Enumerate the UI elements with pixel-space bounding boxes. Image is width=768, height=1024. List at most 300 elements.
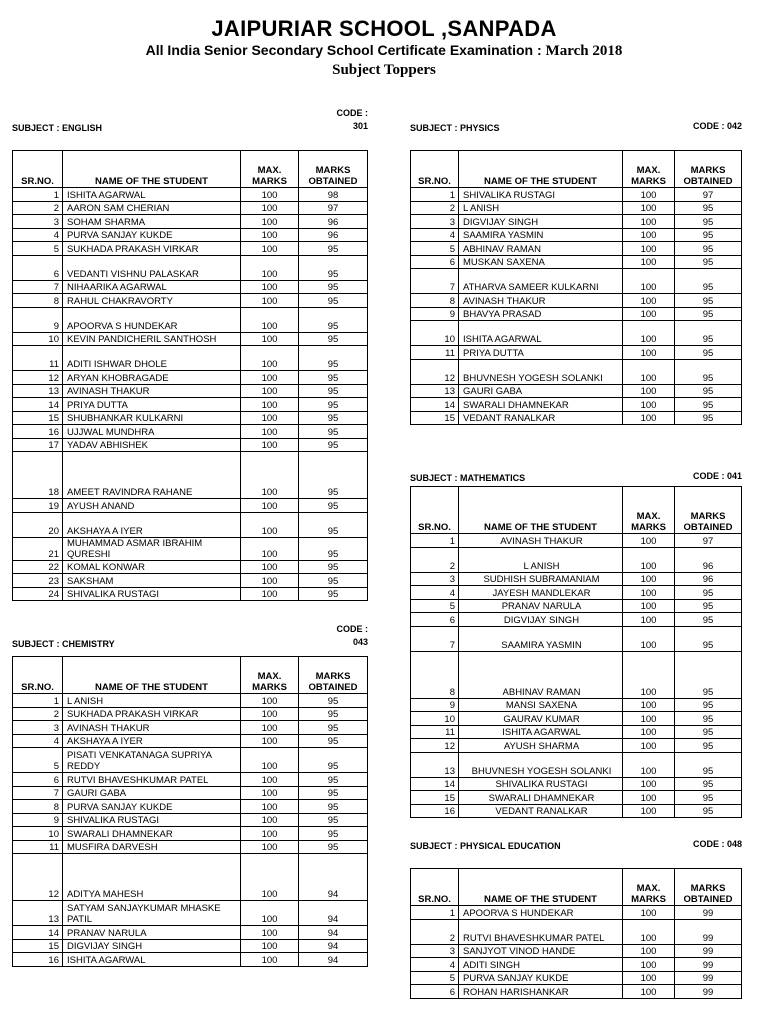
marks-obtained-cell: 95: [675, 804, 742, 818]
max-marks-cell: 100: [623, 269, 675, 294]
student-name-cell: SWARALI DHAMNEKAR: [459, 791, 623, 805]
student-name-cell: AYUSH ANAND: [63, 499, 241, 513]
max-marks-cell: 100: [241, 242, 299, 256]
sr-cell: 9: [13, 307, 63, 332]
physics-section: [410, 110, 742, 425]
student-name-cell: SAAMIRA YASMIN: [459, 228, 623, 242]
student-name-cell: ATHARVA SAMEER KULKARNI: [459, 269, 623, 294]
student-name-cell: AVINASH THAKUR: [63, 384, 241, 398]
max-marks-cell: 100: [623, 599, 675, 613]
max-marks-cell: 100: [623, 777, 675, 791]
marks-obtained-cell: 95: [675, 791, 742, 805]
table-row: [13, 332, 368, 346]
max-marks-cell: 100: [241, 721, 299, 735]
max-marks-cell: 100: [241, 411, 299, 425]
max-marks-cell: 100: [623, 944, 675, 958]
physical-education-subject-label: SUBJECT : PHYSICAL EDUCATION: [410, 841, 561, 851]
max-marks-cell: 100: [623, 534, 675, 548]
marks-obtained-cell: 95: [299, 721, 368, 735]
table-row: [13, 786, 368, 800]
max-marks-cell: 100: [623, 398, 675, 412]
max-marks-cell: 100: [241, 371, 299, 385]
max-marks-cell: 100: [623, 804, 675, 818]
english-subject-label: SUBJECT : ENGLISH: [12, 123, 103, 133]
marks-obtained-cell: 95: [675, 626, 742, 651]
student-name-cell: RUTVI BHAVESHKUMAR PATEL: [63, 773, 241, 787]
sr-cell: 13: [411, 752, 459, 777]
marks-obtained-cell: 95: [299, 786, 368, 800]
table-row: [13, 512, 368, 537]
sr-cell: 10: [13, 827, 63, 841]
marks-obtained-cell: 99: [675, 906, 742, 920]
table-row: [13, 215, 368, 229]
student-name-cell: AKSHAYA A IYER: [63, 734, 241, 748]
student-name-cell: MUSFIRA DARVESH: [63, 840, 241, 854]
marks-obtained-cell: 95: [675, 752, 742, 777]
max-marks-cell: 100: [623, 712, 675, 726]
table-row: [411, 294, 742, 308]
marks-obtained-cell: 95: [299, 512, 368, 537]
table-row: [411, 411, 742, 425]
col-header-marks-obtained: MARKS OBTAINED: [675, 869, 742, 906]
table-row: [13, 201, 368, 215]
table-row: [13, 499, 368, 513]
max-marks-cell: 100: [241, 398, 299, 412]
table-row: [411, 791, 742, 805]
max-marks-cell: 100: [241, 294, 299, 308]
student-name-cell: MANSI SAXENA: [459, 698, 623, 712]
student-name-cell: SUKHADA PRAKASH VIRKAR: [63, 707, 241, 721]
marks-obtained-cell: 95: [675, 294, 742, 308]
marks-obtained-cell: 95: [299, 560, 368, 574]
sr-cell: 8: [411, 294, 459, 308]
chemistry-subject-label: SUBJECT : CHEMISTRY: [12, 639, 115, 649]
marks-obtained-cell: 95: [675, 201, 742, 215]
marks-obtained-cell: 99: [675, 944, 742, 958]
col-header-sr: SR.NO.: [411, 869, 459, 906]
student-name-cell: PRIYA DUTTA: [63, 398, 241, 412]
student-name-cell: SAAMIRA YASMIN: [459, 626, 623, 651]
col-header-max-marks: MAX. MARKS: [623, 487, 675, 534]
max-marks-cell: 100: [623, 547, 675, 572]
table-row: [13, 574, 368, 588]
table-row: [13, 537, 368, 560]
max-marks-cell: 100: [623, 586, 675, 600]
sr-cell: 5: [411, 599, 459, 613]
physics-code: CODE : 042: [692, 121, 742, 131]
sr-cell: 3: [411, 944, 459, 958]
student-name-cell: SUDHISH SUBRAMANIAM: [459, 572, 623, 586]
student-name-cell: YADAV ABHISHEK: [63, 438, 241, 452]
marks-obtained-cell: 95: [299, 307, 368, 332]
sr-cell: 9: [411, 698, 459, 712]
student-name-cell: UJJWAL MUNDHRA: [63, 425, 241, 439]
col-header-sr: SR.NO.: [13, 657, 63, 694]
table-row: [13, 926, 368, 940]
max-marks-cell: 100: [623, 228, 675, 242]
max-marks-cell: 100: [623, 651, 675, 698]
sr-cell: 16: [411, 804, 459, 818]
sr-cell: 16: [13, 953, 63, 967]
max-marks-cell: 100: [623, 307, 675, 321]
table-header-row: [411, 869, 742, 906]
table-header-row: [411, 151, 742, 188]
max-marks-cell: 100: [623, 791, 675, 805]
table-row: [13, 587, 368, 601]
max-marks-cell: 100: [623, 346, 675, 360]
mathematics-subject-label: SUBJECT : MATHEMATICS: [410, 473, 526, 483]
student-name-cell: ADITYA MAHESH: [63, 854, 241, 901]
max-marks-cell: 100: [241, 587, 299, 601]
max-marks-cell: 100: [241, 425, 299, 439]
student-name-cell: SHIVALIKA RUSTAGI: [459, 777, 623, 791]
col-header-max-marks: MAX. MARKS: [623, 151, 675, 188]
sr-cell: 8: [13, 800, 63, 814]
max-marks-cell: 100: [241, 384, 299, 398]
sr-cell: 22: [13, 560, 63, 574]
student-name-cell: ISHITA AGARWAL: [63, 188, 241, 202]
table-row: [13, 939, 368, 953]
student-name-cell: BHUVNESH YOGESH SOLANKI: [459, 752, 623, 777]
chemistry-table: [12, 656, 368, 967]
student-name-cell: PRANAV NARULA: [459, 599, 623, 613]
sr-cell: 13: [13, 384, 63, 398]
marks-obtained-cell: 95: [675, 384, 742, 398]
page-subtitle: Subject Toppers: [332, 62, 436, 78]
marks-obtained-cell: 95: [675, 255, 742, 269]
table-row: [411, 777, 742, 791]
marks-obtained-cell: 97: [299, 201, 368, 215]
marks-obtained-cell: 95: [675, 725, 742, 739]
table-row: [13, 307, 368, 332]
col-header-name: NAME OF THE STUDENT: [63, 151, 241, 188]
student-name-cell: SUKHADA PRAKASH VIRKAR: [63, 242, 241, 256]
max-marks-cell: 100: [623, 958, 675, 972]
table-header-row: [13, 657, 368, 694]
sr-cell: 13: [13, 901, 63, 926]
table-row: [13, 398, 368, 412]
student-name-cell: RAHUL CHAKRAVORTY: [63, 294, 241, 308]
marks-obtained-cell: 96: [299, 215, 368, 229]
max-marks-cell: 100: [623, 215, 675, 229]
student-name-cell: L ANISH: [459, 547, 623, 572]
marks-obtained-cell: 95: [299, 384, 368, 398]
student-name-cell: GAURI GABA: [63, 786, 241, 800]
marks-obtained-cell: 95: [299, 411, 368, 425]
sr-cell: 5: [411, 971, 459, 985]
table-row: [13, 255, 368, 280]
sr-cell: 14: [13, 926, 63, 940]
table-row: [13, 901, 368, 926]
marks-obtained-cell: 94: [299, 939, 368, 953]
marks-obtained-cell: 95: [675, 242, 742, 256]
table-row: [411, 269, 742, 294]
marks-obtained-cell: 95: [675, 269, 742, 294]
marks-obtained-cell: 95: [675, 698, 742, 712]
student-name-cell: AYUSH SHARMA: [459, 739, 623, 753]
table-row: [411, 725, 742, 739]
max-marks-cell: 100: [623, 971, 675, 985]
table-row: [411, 739, 742, 753]
table-row: [411, 188, 742, 202]
sr-cell: 3: [411, 572, 459, 586]
marks-obtained-cell: 95: [675, 777, 742, 791]
student-name-cell: RUTVI BHAVESHKUMAR PATEL: [459, 919, 623, 944]
chemistry-code: [337, 623, 369, 649]
max-marks-cell: 100: [241, 280, 299, 294]
sr-cell: 7: [13, 280, 63, 294]
marks-obtained-cell: 95: [299, 294, 368, 308]
sr-cell: 5: [13, 242, 63, 256]
max-marks-cell: 100: [241, 346, 299, 371]
physical-education-header: [410, 828, 742, 854]
col-header-name: NAME OF THE STUDENT: [459, 869, 623, 906]
student-name-cell: PURVA SANJAY KUKDE: [459, 971, 623, 985]
marks-obtained-cell: 95: [299, 242, 368, 256]
marks-obtained-cell: 95: [299, 499, 368, 513]
max-marks-cell: 100: [623, 752, 675, 777]
sr-cell: 10: [411, 321, 459, 346]
marks-obtained-cell: 95: [675, 359, 742, 384]
physics-subject-label: SUBJECT : PHYSICS: [410, 123, 500, 133]
sr-cell: 1: [411, 188, 459, 202]
chemistry-header: [12, 626, 368, 652]
col-header-name: NAME OF THE STUDENT: [63, 657, 241, 694]
marks-obtained-cell: 95: [299, 694, 368, 708]
marks-obtained-cell: 95: [299, 827, 368, 841]
max-marks-cell: 100: [241, 707, 299, 721]
sr-cell: 6: [411, 613, 459, 627]
exam-date: March 2018: [545, 43, 623, 59]
sr-cell: 5: [13, 748, 63, 773]
sr-cell: 14: [411, 777, 459, 791]
student-name-cell: SAKSHAM: [63, 574, 241, 588]
sr-cell: 9: [411, 307, 459, 321]
student-name-cell: PURVA SANJAY KUKDE: [63, 800, 241, 814]
sr-cell: 15: [411, 791, 459, 805]
table-row: [13, 242, 368, 256]
student-name-cell: AVINASH THAKUR: [63, 721, 241, 735]
table-row: [411, 215, 742, 229]
chemistry-code-label: CODE :: [336, 624, 368, 634]
table-row: [411, 547, 742, 572]
chemistry-section: [12, 626, 368, 967]
table-row: [411, 242, 742, 256]
max-marks-cell: 100: [241, 537, 299, 560]
marks-obtained-cell: 98: [299, 188, 368, 202]
sr-cell: 4: [411, 228, 459, 242]
student-name-cell: APOORVA S HUNDEKAR: [459, 906, 623, 920]
max-marks-cell: 100: [623, 411, 675, 425]
english-code: [337, 107, 369, 133]
sr-cell: 1: [411, 534, 459, 548]
table-row: [411, 572, 742, 586]
sr-cell: 15: [13, 411, 63, 425]
sr-cell: 17: [13, 438, 63, 452]
sr-cell: 12: [13, 371, 63, 385]
table-row: [411, 944, 742, 958]
student-name-cell: SHIVALIKA RUSTAGI: [63, 587, 241, 601]
sr-cell: 10: [13, 332, 63, 346]
table-row: [411, 919, 742, 944]
sr-cell: 18: [13, 452, 63, 499]
col-header-sr: SR.NO.: [13, 151, 63, 188]
table-row: [13, 346, 368, 371]
marks-obtained-cell: 95: [675, 228, 742, 242]
sr-cell: 8: [411, 651, 459, 698]
max-marks-cell: 100: [623, 321, 675, 346]
sr-cell: 11: [13, 840, 63, 854]
sr-cell: 7: [13, 786, 63, 800]
student-name-cell: APOORVA S HUNDEKAR: [63, 307, 241, 332]
student-name-cell: AMEET RAVINDRA RAHANE: [63, 452, 241, 499]
physical-education-code: CODE : 048: [692, 839, 742, 849]
student-name-cell: MUSKAN SAXENA: [459, 255, 623, 269]
table-row: [13, 425, 368, 439]
marks-obtained-cell: 95: [299, 280, 368, 294]
max-marks-cell: 100: [623, 294, 675, 308]
table-row: [411, 804, 742, 818]
max-marks-cell: 100: [241, 499, 299, 513]
mathematics-section: [410, 460, 742, 818]
marks-obtained-cell: 97: [675, 534, 742, 548]
student-name-cell: PRIYA DUTTA: [459, 346, 623, 360]
max-marks-cell: 100: [241, 734, 299, 748]
marks-obtained-cell: 95: [299, 813, 368, 827]
marks-obtained-cell: 95: [299, 255, 368, 280]
student-name-cell: ARYAN KHOBRAGADE: [63, 371, 241, 385]
sr-cell: 8: [13, 294, 63, 308]
student-name-cell: SOHAM SHARMA: [63, 215, 241, 229]
max-marks-cell: 100: [623, 919, 675, 944]
table-row: [411, 307, 742, 321]
student-name-cell: VEDANT RANALKAR: [459, 411, 623, 425]
student-name-cell: BHAVYA PRASAD: [459, 307, 623, 321]
marks-obtained-cell: 96: [299, 228, 368, 242]
student-name-cell: NIHAARIKA AGARWAL: [63, 280, 241, 294]
sr-cell: 2: [411, 919, 459, 944]
sr-cell: 1: [411, 906, 459, 920]
sr-cell: 9: [13, 813, 63, 827]
sr-cell: 4: [411, 586, 459, 600]
student-name-cell: MUHAMMAD ASMAR IBRAHIM QURESHI: [63, 537, 241, 560]
max-marks-cell: 100: [241, 255, 299, 280]
marks-obtained-cell: 95: [299, 574, 368, 588]
table-row: [411, 359, 742, 384]
table-row: [13, 371, 368, 385]
english-header: [12, 110, 368, 136]
student-name-cell: BHUVNESH YOGESH SOLANKI: [459, 359, 623, 384]
sr-cell: 20: [13, 512, 63, 537]
col-header-name: NAME OF THE STUDENT: [459, 151, 623, 188]
school-title: JAIPURIAR SCHOOL ,SANPADA: [211, 16, 557, 41]
marks-obtained-cell: 99: [675, 919, 742, 944]
max-marks-cell: 100: [241, 786, 299, 800]
table-row: [13, 188, 368, 202]
table-row: [411, 346, 742, 360]
col-header-marks-obtained: MARKS OBTAINED: [675, 151, 742, 188]
table-row: [411, 384, 742, 398]
max-marks-cell: 100: [623, 572, 675, 586]
table-row: [13, 280, 368, 294]
student-name-cell: GAURI GABA: [459, 384, 623, 398]
max-marks-cell: 100: [241, 854, 299, 901]
sr-cell: 21: [13, 537, 63, 560]
col-header-marks-obtained: MARKS OBTAINED: [299, 151, 368, 188]
col-header-name: NAME OF THE STUDENT: [459, 487, 623, 534]
sr-cell: 19: [13, 499, 63, 513]
marks-obtained-cell: 95: [675, 307, 742, 321]
max-marks-cell: 100: [623, 201, 675, 215]
student-name-cell: PRANAV NARULA: [63, 926, 241, 940]
table-header-row: [411, 487, 742, 534]
sr-cell: 14: [411, 398, 459, 412]
sr-cell: 2: [411, 201, 459, 215]
marks-obtained-cell: 95: [675, 398, 742, 412]
max-marks-cell: 100: [241, 188, 299, 202]
sr-cell: 15: [13, 939, 63, 953]
max-marks-cell: 100: [241, 773, 299, 787]
sr-cell: 12: [411, 359, 459, 384]
max-marks-cell: 100: [623, 255, 675, 269]
max-marks-cell: 100: [241, 228, 299, 242]
marks-obtained-cell: 95: [299, 438, 368, 452]
marks-obtained-cell: 95: [675, 712, 742, 726]
table-row: [13, 294, 368, 308]
student-name-cell: SHUBHANKAR KULKARNI: [63, 411, 241, 425]
marks-obtained-cell: 95: [675, 651, 742, 698]
sr-cell: 23: [13, 574, 63, 588]
max-marks-cell: 100: [241, 332, 299, 346]
sr-cell: 2: [13, 707, 63, 721]
sr-cell: 2: [411, 547, 459, 572]
sr-cell: 16: [13, 425, 63, 439]
marks-obtained-cell: 94: [299, 901, 368, 926]
mathematics-code: CODE : 041: [692, 471, 742, 481]
english-section: [12, 110, 368, 601]
sr-cell: 2: [13, 201, 63, 215]
max-marks-cell: 100: [241, 953, 299, 967]
sr-cell: 12: [13, 854, 63, 901]
max-marks-cell: 100: [241, 827, 299, 841]
max-marks-cell: 100: [241, 307, 299, 332]
col-header-max-marks: MAX. MARKS: [623, 869, 675, 906]
student-name-cell: VEDANTI VISHNU PALASKAR: [63, 255, 241, 280]
max-marks-cell: 100: [623, 698, 675, 712]
sr-cell: 1: [13, 694, 63, 708]
col-header-sr: SR.NO.: [411, 151, 459, 188]
max-marks-cell: 100: [623, 613, 675, 627]
table-row: [13, 438, 368, 452]
student-name-cell: PURVA SANJAY KUKDE: [63, 228, 241, 242]
col-header-sr: SR.NO.: [411, 487, 459, 534]
student-name-cell: ADITI SINGH: [459, 958, 623, 972]
student-name-cell: DIGVIJAY SINGH: [459, 215, 623, 229]
marks-obtained-cell: 95: [299, 398, 368, 412]
sr-cell: 10: [411, 712, 459, 726]
max-marks-cell: 100: [241, 512, 299, 537]
table-row: [13, 560, 368, 574]
table-row: [411, 958, 742, 972]
marks-obtained-cell: 95: [675, 613, 742, 627]
student-name-cell: ROHAN HARISHANKAR: [459, 985, 623, 999]
col-header-marks-obtained: MARKS OBTAINED: [299, 657, 368, 694]
marks-obtained-cell: 95: [675, 586, 742, 600]
marks-obtained-cell: 95: [675, 346, 742, 360]
max-marks-cell: 100: [241, 926, 299, 940]
marks-obtained-cell: 95: [299, 748, 368, 773]
marks-obtained-cell: 99: [675, 971, 742, 985]
